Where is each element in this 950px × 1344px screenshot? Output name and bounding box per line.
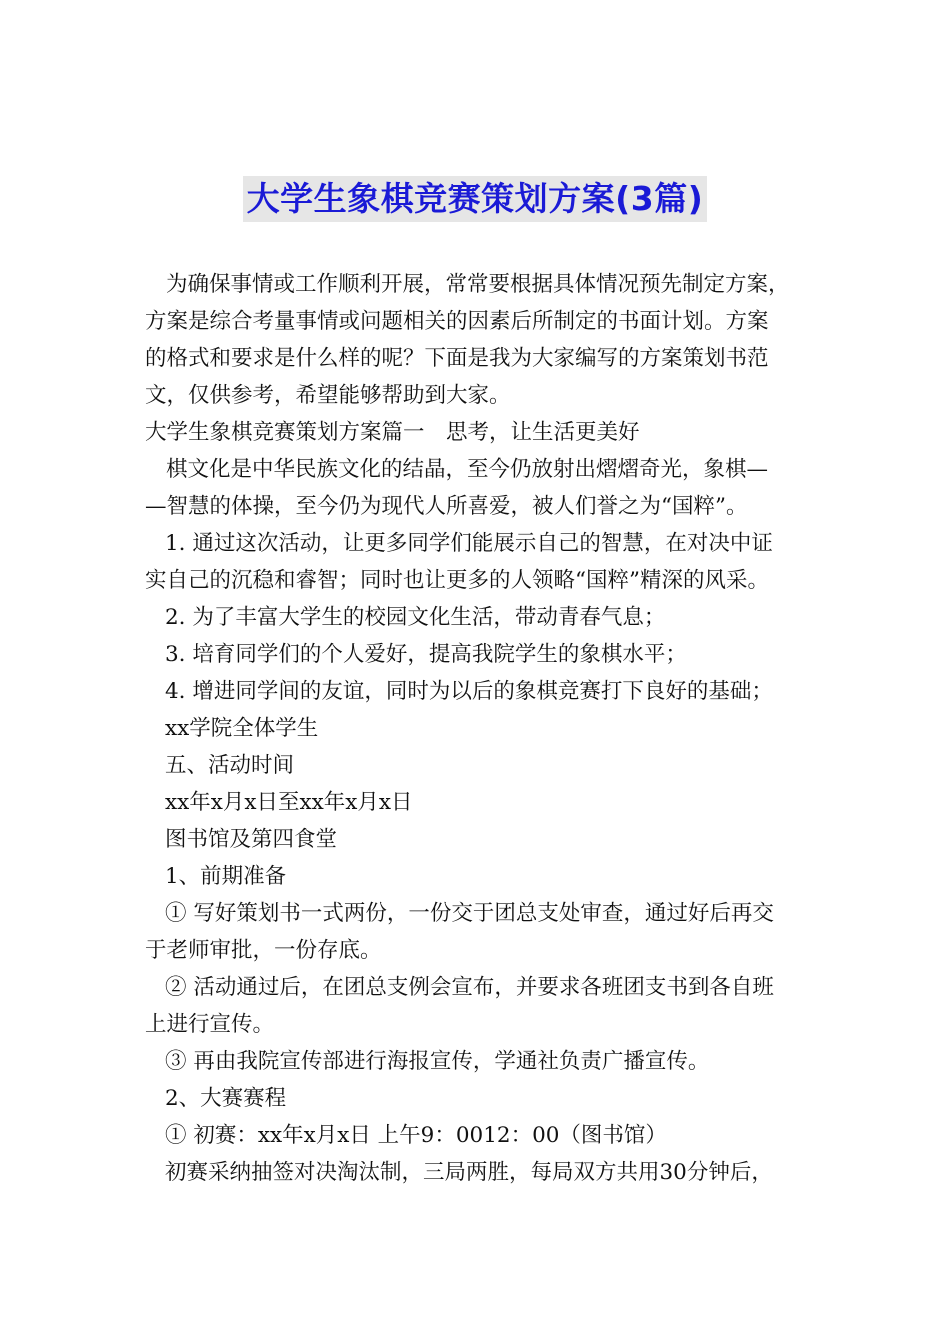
prep-item-3 bbox=[145, 1043, 810, 1080]
venue-line bbox=[145, 821, 810, 858]
text-line: 上进行宣传。 bbox=[145, 1012, 275, 1037]
time-heading bbox=[145, 747, 810, 784]
text-line: 图书馆及第四食堂 bbox=[165, 827, 338, 852]
text-line: 3. 培育同学们的个人爱好，提高我院学生的象棋水平； bbox=[165, 642, 687, 667]
culture-paragraph bbox=[145, 451, 810, 525]
document-body bbox=[145, 266, 810, 1191]
prep-heading bbox=[145, 858, 810, 895]
prep-item-2 bbox=[145, 969, 810, 1043]
schedule-heading bbox=[145, 1080, 810, 1117]
text-line: 2、大赛赛程 bbox=[165, 1086, 287, 1111]
text-line: 为确保事情或工作顺利开展，常常要根据具体情况预先制定方案， bbox=[166, 272, 790, 297]
text-line: xx学院全体学生 bbox=[165, 716, 319, 741]
goal-item-3 bbox=[145, 636, 810, 673]
round1-rule bbox=[145, 1154, 810, 1191]
document-title: 大学生象棋竞赛策划方案(3篇) bbox=[243, 176, 708, 222]
prep-item-1 bbox=[145, 895, 810, 969]
text-line: 于老师审批，一份存底。 bbox=[145, 938, 382, 963]
text-line: 4. 增进同学间的友谊，同时为以后的象棋竞赛打下良好的基础； bbox=[165, 679, 773, 704]
text-line: ① 写好策划书一式两份，一份交于团总支处审查，通过好后再交 bbox=[165, 901, 774, 926]
text-line: 的格式和要求是什么样的呢？下面是我为大家编写的方案策划书范 bbox=[145, 346, 769, 371]
text-line: —智慧的体操，至今仍为现代人所喜爱，被人们誉之为“国粹”。 bbox=[145, 494, 748, 519]
section-heading bbox=[145, 414, 810, 451]
round1-line bbox=[145, 1117, 810, 1154]
text-line: 棋文化是中华民族文化的结晶，至今仍放射出熠熠奇光，象棋— bbox=[166, 457, 769, 482]
text-line: 实自己的沉稳和睿智；同时也让更多的人领略“国粹”精深的风采。 bbox=[145, 568, 769, 593]
title-block bbox=[0, 176, 950, 222]
text-line: 五、活动时间 bbox=[165, 753, 295, 778]
intro-paragraph bbox=[145, 266, 810, 414]
text-line: 方案是综合考量事情或问题相关的因素后所制定的书面计划。方案 bbox=[145, 309, 769, 334]
text-line: xx年x月x日至xx年x月x日 bbox=[165, 790, 413, 815]
goal-item-1 bbox=[145, 525, 810, 599]
text-line: ③ 再由我院宣传部进行海报宣传，学通社负责广播宣传。 bbox=[165, 1049, 710, 1074]
section-heading-text: 大学生象棋竞赛策划方案篇一 思考，让生活更美好 bbox=[145, 420, 640, 445]
text-line: ① 初赛：xx年x月x日 上午9：0012：00（图书馆） bbox=[165, 1123, 667, 1148]
goal-item-4 bbox=[145, 673, 810, 710]
time-value bbox=[145, 784, 810, 821]
text-line: 1、前期准备 bbox=[165, 864, 287, 889]
text-line: 2. 为了丰富大学生的校园文化生活，带动青春气息； bbox=[165, 605, 666, 630]
text-line: 1. 通过这次活动，让更多同学们能展示自己的智慧，在对决中证 bbox=[165, 531, 773, 556]
text-line: ② 活动通过后，在团总支例会宣布，并要求各班团支书到各自班 bbox=[165, 975, 774, 1000]
participants-line bbox=[145, 710, 810, 747]
text-line: 初赛采纳抽签对决淘汰制，三局两胜，每局双方共用30分钟后， bbox=[165, 1160, 773, 1185]
text-line: 文，仅供参考，希望能够帮助到大家。 bbox=[145, 383, 511, 408]
goal-item-2 bbox=[145, 599, 810, 636]
